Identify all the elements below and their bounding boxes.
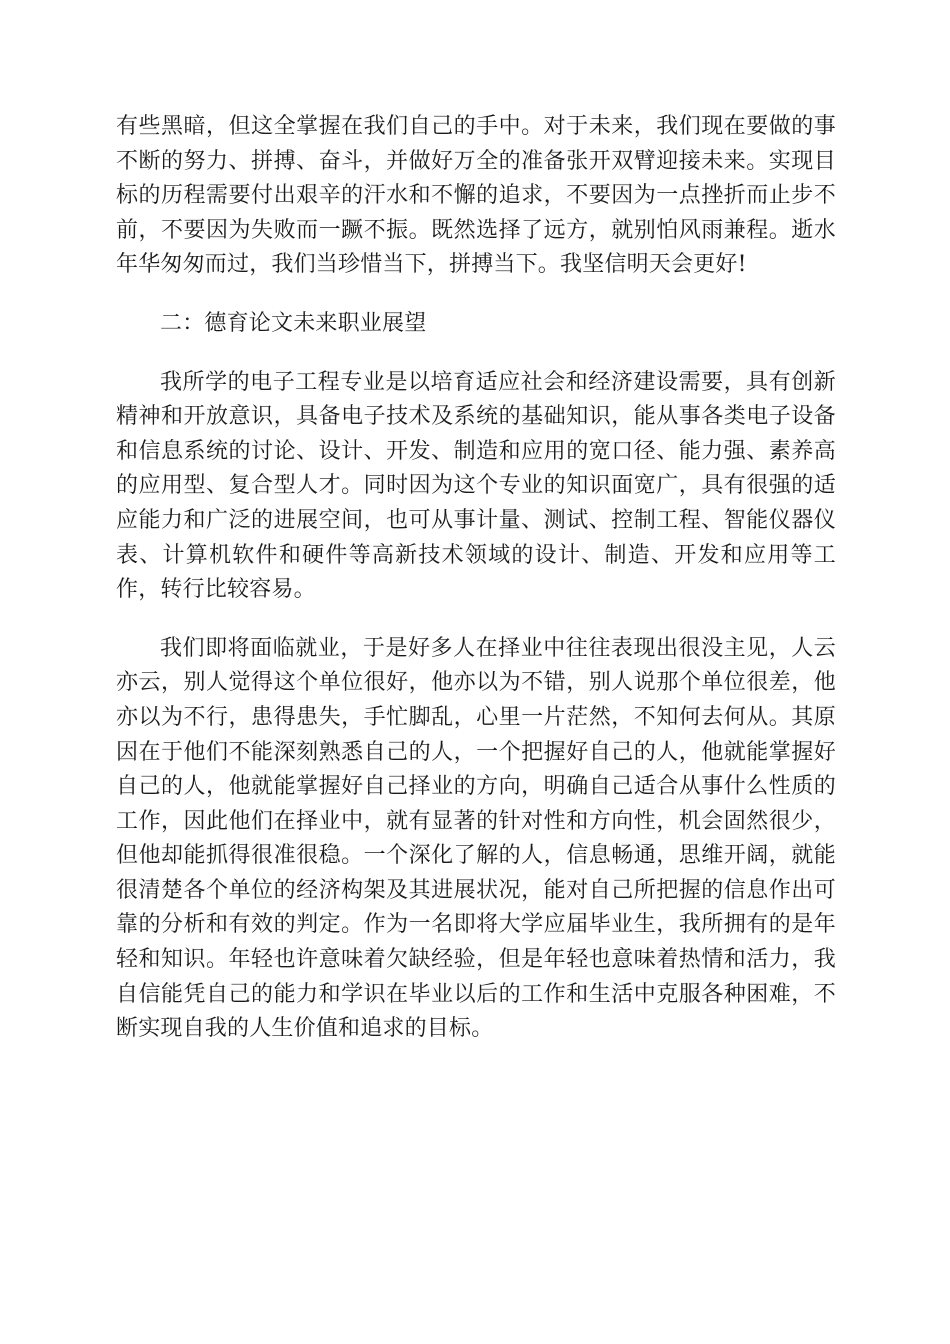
continuation-paragraph: 有些黑暗，但这全掌握在我们自己的手中。对于未来，我们现在要做的事不断的努力、拼搏、奋斗，并做好万全的准备张开双臂迎接未来。实现目标的历程需要付出艰辛的汗水和不懈的追求，不要因为一点挫折而止步不前，不要因为失败而一蹶不振。既然选择了远方，就别怕风雨兼程。逝水年华匆匆而过，我们当珍惜当下，拼搏当下。我坚信明天会更好! <box>116 114 836 278</box>
document-body <box>116 110 836 1047</box>
section-heading: 二：德育论文未来职业展望 <box>160 310 427 336</box>
body-paragraph-2: 我们即将面临就业，于是好多人在择业中往往表现出很没主见，人云亦云，别人觉得这个单位很好，他亦以为不错，别人说那个单位很差，他亦以为不行，患得患失，手忙脚乱，心里一片茫然，不知何去何从。其原因在于他们不能深刻熟悉自己的人，一个把握好自己的人，他就能掌握好自己的人，他就能掌握好自己择业的方向，明确自己适合从事什么性质的工作，因此他们在择业中，就有显著的针对性和方向性，机会固然很少，但他却能抓得很准很稳。一个深化了解的人，信息畅通，思维开阔，就能很清楚各个单位的经济构架及其进展状况，能对自己所把握的信息作出可靠的分析和有效的判定。作为一名即将大学应届毕业生，我所拥有的是年轻和知识。年轻也许意味着欠缺经验，但是年轻也意味着热情和活力，我自信能凭自己的能力和学识在毕业以后的工作和生活中克服各种困难，不断实现自我的人生价值和追求的目标。 <box>116 635 836 1042</box>
body-paragraph-1: 我所学的电子工程专业是以培育适应社会和经济建设需要，具有创新精神和开放意识，具备电子技术及系统的基础知识，能从事各类电子设备和信息系统的讨论、设计、开发、制造和应用的宽口径、能力强、素养高的应用型、复合型人才。同时因为这个专业的知识面宽广，具有很强的适应能力和广泛的进展空间，也可从事计量、测试、控制工程、智能仪器仪表、计算机软件和硬件等高新技术领域的设计、制造、开发和应用等工作，转行比较容易。 <box>116 369 836 603</box>
